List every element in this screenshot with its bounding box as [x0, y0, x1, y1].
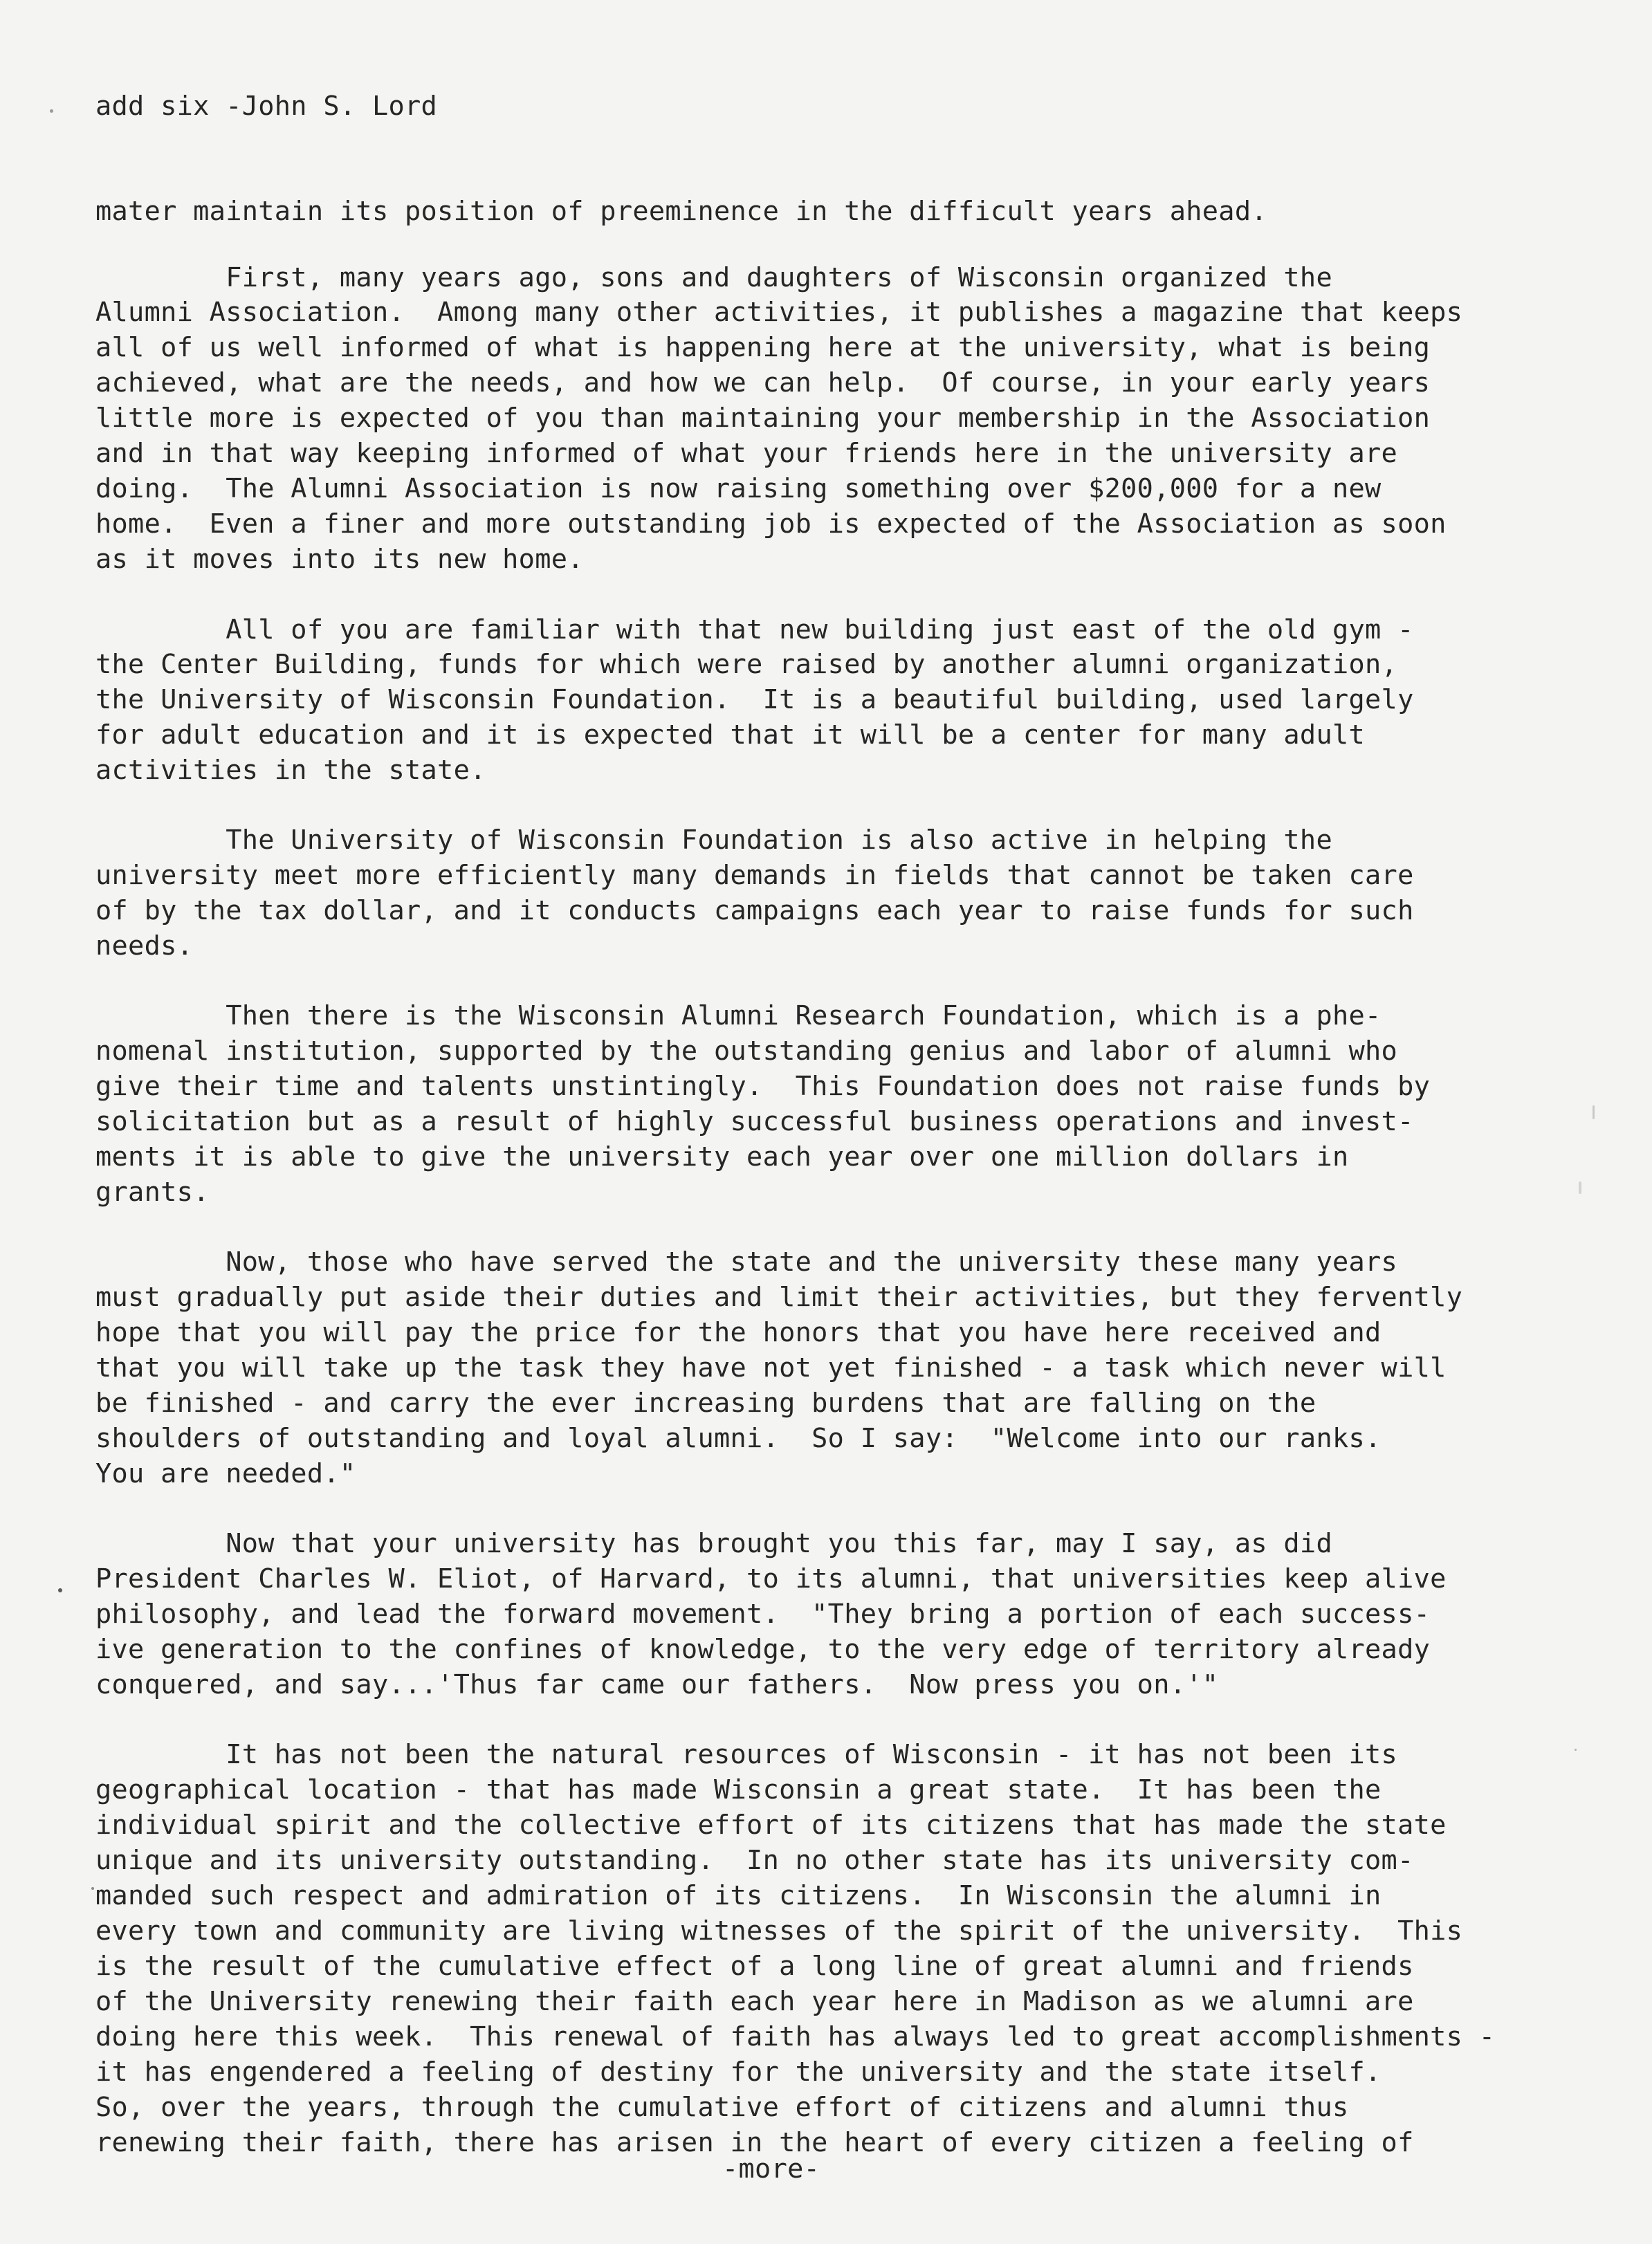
text-line: Now, those who have served the state and the university these many years [95, 1247, 1398, 1278]
text-line: as it moves into its new home. [95, 544, 584, 575]
text-line: The University of Wisconsin Foundation is also active in helping the [95, 825, 1332, 856]
text-line: doing. The Alumni Association is now raising something over $200,000 for a new [95, 473, 1382, 504]
text-line: all of us well informed of what is happening here at the university, what is being [95, 332, 1431, 363]
page-speck [58, 1588, 62, 1592]
text-line: the University of Wisconsin Foundation. It is a beautiful building, used largely [95, 684, 1414, 715]
page-speck [1575, 1749, 1577, 1751]
text-line: that you will take up the task they have not yet finished - a task which never will [95, 1352, 1447, 1383]
text-line: little more is expected of you than maintaining your membership in the Association [95, 403, 1431, 434]
text-line: activities in the state. [95, 755, 486, 786]
text-line: university meet more efficiently many demands in fields that cannot be taken care [95, 860, 1414, 891]
text-line: of by the tax dollar, and it conducts campaigns each year to raise funds for such [95, 895, 1414, 926]
text-line: It has not been the natural resources of Wisconsin - it has not been its [95, 1739, 1398, 1770]
text-line: must gradually put aside their duties and limit their activities, but they fervently [95, 1282, 1463, 1313]
text-line: First, many years ago, sons and daughters of Wisconsin organized the [95, 262, 1332, 293]
text-line: Alumni Association. Among many other activities, it publishes a magazine that keeps [95, 297, 1463, 328]
text-line: grants. [95, 1177, 210, 1208]
text-line: individual spirit and the collective effort of its citizens that has made the state [95, 1810, 1447, 1841]
text-line: be finished - and carry the ever increasing burdens that are falling on the [95, 1388, 1316, 1419]
text-line: and in that way keeping informed of what your friends here in the university are [95, 438, 1398, 469]
text-line: home. Even a finer and more outstanding job is expected of the Association as soon [95, 508, 1447, 540]
text-line: the Center Building, funds for which were raised by another alumni organization, [95, 649, 1398, 680]
text-line: of the University renewing their faith each year here in Madison as we alumni are [95, 1986, 1414, 2017]
page-speck [1593, 1105, 1595, 1119]
text-line: solicitation but as a result of highly successful business operations and invest- [95, 1106, 1414, 1137]
text-line: unique and its university outstanding. In no other state has its university com- [95, 1845, 1414, 1876]
text-line: needs. [95, 930, 194, 962]
text-line: Then there is the Wisconsin Alumni Research Foundation, which is a phe- [95, 1000, 1382, 1031]
text-line: renewing their faith, there has arisen in the heart of every citizen a feeling of [95, 2127, 1414, 2158]
more-footer: -more- [722, 2153, 820, 2185]
text-line: geographical location - that has made Wisconsin a great state. It has been the [95, 1774, 1382, 1805]
text-line: for adult education and it is expected that it will be a center for many adult [95, 719, 1366, 751]
text-line: conquered, and say...'Thus far came our fathers. Now press you on.'" [95, 1669, 1219, 1700]
text-line: achieved, what are the needs, and how we can help. Of course, in your early years [95, 367, 1431, 398]
text-line: give their time and talents unstintingly. This Foundation does not raise funds by [95, 1071, 1431, 1102]
text-line: mater maintain its position of preeminence in the difficult years ahead. [95, 196, 1267, 227]
text-line: Now that your university has brought you this far, may I say, as did [95, 1528, 1332, 1559]
text-line: shoulders of outstanding and loyal alumni. So I say: "Welcome into our ranks. [95, 1423, 1382, 1454]
text-line: hope that you will pay the price for the honors that you have here received and [95, 1317, 1382, 1348]
text-line: nomenal institution, supported by the outstanding genius and labor of alumni who [95, 1036, 1398, 1067]
text-line: You are needed." [95, 1458, 356, 1489]
text-line: philosophy, and lead the forward movement. "They bring a portion of each success- [95, 1599, 1431, 1630]
page-speck [91, 1887, 94, 1890]
page-header: add six -John S. Lord [95, 91, 438, 122]
text-line: So, over the years, through the cumulative effort of citizens and alumni thus [95, 2092, 1349, 2123]
text-line: is the result of the cumulative effect of a long line of great alumni and friends [95, 1951, 1414, 1982]
text-line: every town and community are living witnesses of the spirit of the university. This [95, 1915, 1463, 1947]
text-line: it has engendered a feeling of destiny for the university and the state itself. [95, 2057, 1382, 2088]
text-line: ments it is able to give the university each year over one million dollars in [95, 1141, 1349, 1172]
page-speck [1579, 1181, 1581, 1194]
text-line: ive generation to the confines of knowledge, to the very edge of territory already [95, 1634, 1431, 1665]
text-line: manded such respect and admiration of its citizens. In Wisconsin the alumni in [95, 1880, 1382, 1911]
page-speck [50, 109, 53, 113]
text-line: President Charles W. Eliot, of Harvard, to its alumni, that universities keep alive [95, 1563, 1447, 1594]
text-line: All of you are familiar with that new building just east of the old gym - [95, 614, 1414, 645]
text-line: doing here this week. This renewal of faith has always led to great accomplishments - [95, 2021, 1496, 2052]
